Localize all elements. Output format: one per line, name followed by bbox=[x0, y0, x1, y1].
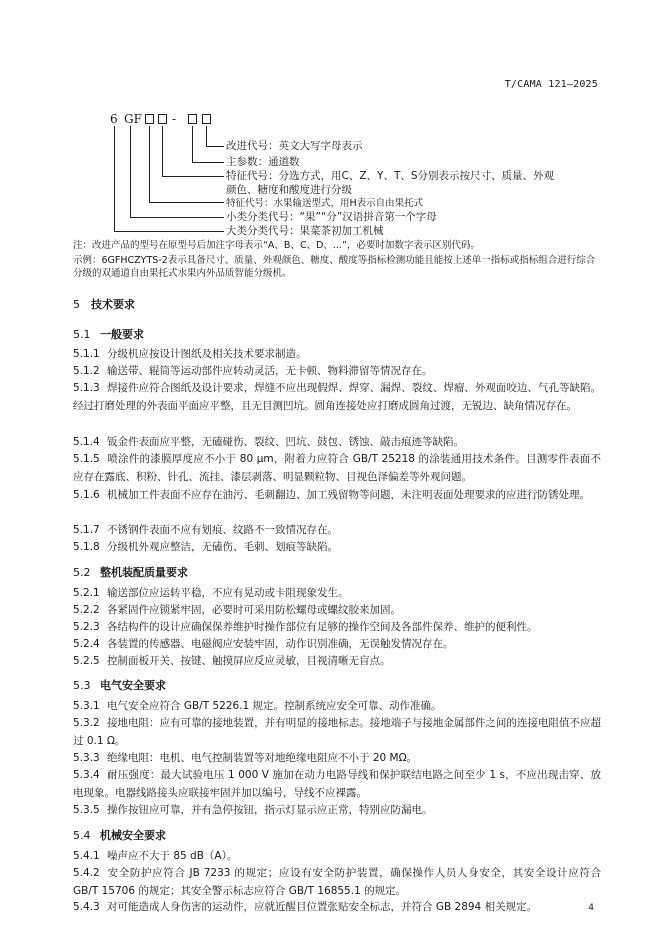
clause-5-3-1: 5.3.1 电气安全应符合 GB/T 5226.1 规定。控制系统应安全可靠、动作准确。 bbox=[73, 700, 442, 712]
bracket-line-box4 bbox=[206, 126, 207, 146]
model-code-diagram bbox=[0, 0, 662, 260]
desc-main-parameter: 主参数：通道数 bbox=[226, 156, 300, 168]
code-box-1 bbox=[145, 114, 154, 124]
page-number: 4 bbox=[588, 903, 594, 913]
bracket-line-box3 bbox=[192, 126, 193, 162]
bracket-hline-4 bbox=[149, 202, 224, 203]
standard-code: T/CAMA 121—2025 bbox=[504, 79, 598, 90]
model-note: 注：改进产品的型号在原型号后加注字母表示“A、B、C、D、...”，必要时加数字表示区别代码。 bbox=[73, 240, 480, 251]
desc-feature-code-sorting-cont: 颜色、糖度和酸度进行分级 bbox=[226, 184, 352, 196]
code-box-2 bbox=[158, 114, 167, 124]
clause-5-1-7: 5.1.7 不锈钢件表面不应有划痕、纹路不一致情况存在。 bbox=[73, 524, 338, 536]
section-5-3-heading: 5.3 电气安全要求 bbox=[73, 679, 166, 692]
desc-improvement-code: 改进代号：英文大写字母表示 bbox=[226, 140, 363, 152]
bracket-hline-1 bbox=[206, 146, 224, 147]
model-example: 示例：6GFHCZYTS-2表示具备尺寸、质量、外观颜色、糖度、酸度等指标检测功能且能按上述单一指标或指标组合进行综合分级的双通道自由果托式水果内外品质智能分级机。 bbox=[73, 255, 596, 279]
clause-5-2-2: 5.2.2 各紧固件应锁紧牢固，必要时可采用防松螺母或螺纹胶来加固。 bbox=[73, 604, 401, 616]
bracket-hline-2 bbox=[192, 162, 224, 163]
clause-5-4-3: 5.4.3 对可能造成人身伤害的运动件，应就近醒目位置张贴安全标志，并符合 GB 2894 相关规定。 bbox=[73, 901, 538, 913]
bracket-hline-3 bbox=[162, 176, 224, 177]
section-5-1-heading: 5.1 一般要求 bbox=[73, 328, 144, 341]
clause-5-3-4: 5.3.4 耐压强度：最大试验电压 1 000 V 施加在动力电路导线和保护联结电路之间至少 1 s，不应出现击穿、放电现象。电器线路接头应联接牢固并加以编号，导线不应裸露。 bbox=[73, 769, 601, 799]
code-letters-gf: GF bbox=[124, 112, 142, 126]
bracket-hline-5 bbox=[130, 217, 224, 218]
clause-5-3-2: 5.3.2 接地电阻：应有可靠的接地装置，并有明显的接地标志。接地端子与接地金属部件之间的连接电阻值不应超过 0.1 Ω。 bbox=[73, 717, 601, 747]
bracket-line-box1 bbox=[149, 126, 150, 202]
clause-5-1-1: 5.1.1 分级机应按设计图纸及相关技术要求制造。 bbox=[73, 348, 307, 360]
section-5-2-heading: 5.2 整机装配质量要求 bbox=[73, 566, 188, 579]
code-box-4 bbox=[202, 114, 211, 124]
bracket-hline-6 bbox=[114, 231, 224, 232]
clause-5-3-5: 5.3.5 操作按钮应可靠，并有急停按钮，指示灯显示应正常，特别应防漏电。 bbox=[73, 804, 433, 816]
clause-5-2-3: 5.2.3 各结构件的设计应确保保养维护时操作部位有足够的操作空间及各部件保养、维护的便利性。 bbox=[73, 621, 538, 633]
bracket-line-6 bbox=[114, 126, 115, 231]
clause-5-1-2: 5.1.2 输送带、辊筒等运动部件应转动灵活，无卡顿、物料滞留等情况存在。 bbox=[73, 365, 433, 377]
desc-feature-code-conveyor: 特征代号：水果输送型式，用H表示自由果托式 bbox=[226, 198, 424, 209]
code-dash: - bbox=[172, 112, 177, 126]
clause-5-2-1: 5.2.1 输送部位应运转平稳，不应有晃动或卡阻现象发生。 bbox=[73, 587, 349, 599]
section-5-heading: 5 技术要求 bbox=[73, 298, 135, 311]
section-5-4-heading: 5.4 机械安全要求 bbox=[73, 829, 166, 842]
clause-5-1-4: 5.1.4 钣金件表面应平整，无磕碰伤、裂纹、凹坑、鼓包、锈蚀、敲击痕迹等缺陷。 bbox=[73, 436, 464, 448]
clause-5-1-3: 5.1.3 焊接件应符合图纸及设计要求，焊缝不应出现假焊、焊穿、漏焊、裂纹、焊瘤、外观面咬边、气孔等缺陷。经过打磨处理的外表面平面应平整，且无目测凹坑。圆角连接处应打磨成圆角过渡，无锐边、缺角情况存在。 bbox=[73, 382, 601, 412]
code-box-3 bbox=[188, 114, 197, 124]
code-digit-6: 6 bbox=[110, 112, 118, 126]
bracket-line-box2 bbox=[162, 126, 163, 176]
clause-5-1-8: 5.1.8 分级机外观应整洁，无磕伤、毛刺、划痕等缺陷。 bbox=[73, 541, 338, 553]
clause-5-3-3: 5.3.3 绝缘电阻：电机、电气控制装置等对地绝缘电阻应不小于 20 MΩ。 bbox=[73, 752, 418, 764]
bracket-line-gf bbox=[130, 126, 131, 217]
clause-5-2-4: 5.2.4 各装置的传感器、电磁阀应安装牢固，动作识别准确，无误触发情况存在。 bbox=[73, 638, 454, 650]
desc-feature-code-sorting: 特征代号：分选方式，用C、Z、Y、T、S分别表示按尺寸、质量、外观 bbox=[226, 170, 555, 182]
clause-5-1-6: 5.1.6 机械加工件表面不应存在油污、毛刺翻边、加工残留物等问题，未注明表面处理要求的应进行防锈处理。 bbox=[73, 489, 590, 501]
clause-5-1-5: 5.1.5 喷涂件的漆膜厚度应不小于 80 μm，附着力应符合 GB/T 25218 的涂装通用技术条件。目测零件表面不应存在露底、积粉、针孔、流挂、漆层剥落、明显颗粒物、目视色泽偏差等外观问题。 bbox=[73, 453, 601, 483]
clause-5-2-5: 5.2.5 控制面板开关、按键、触摸屏应反应灵敏，目视清晰无盲点。 bbox=[73, 655, 391, 667]
desc-category-code: 大类分类代号：果菜茶初加工机械 bbox=[226, 225, 384, 237]
clause-5-4-1: 5.4.1 噪声应不大于 85 dB（A）。 bbox=[73, 850, 238, 862]
clause-5-4-2: 5.4.2 安全防护应符合 JB 7233 的规定；应设有安全防护装置，确保操作人员人身安全，其安全设计应符合 GB/T 15706 的规定；其安全警示标志应符合 GB/T 16855.1 的规定。 bbox=[73, 867, 601, 897]
desc-subcategory-code: 小类分类代号：“果”“分”汉语拼音第一个字母 bbox=[226, 211, 437, 223]
